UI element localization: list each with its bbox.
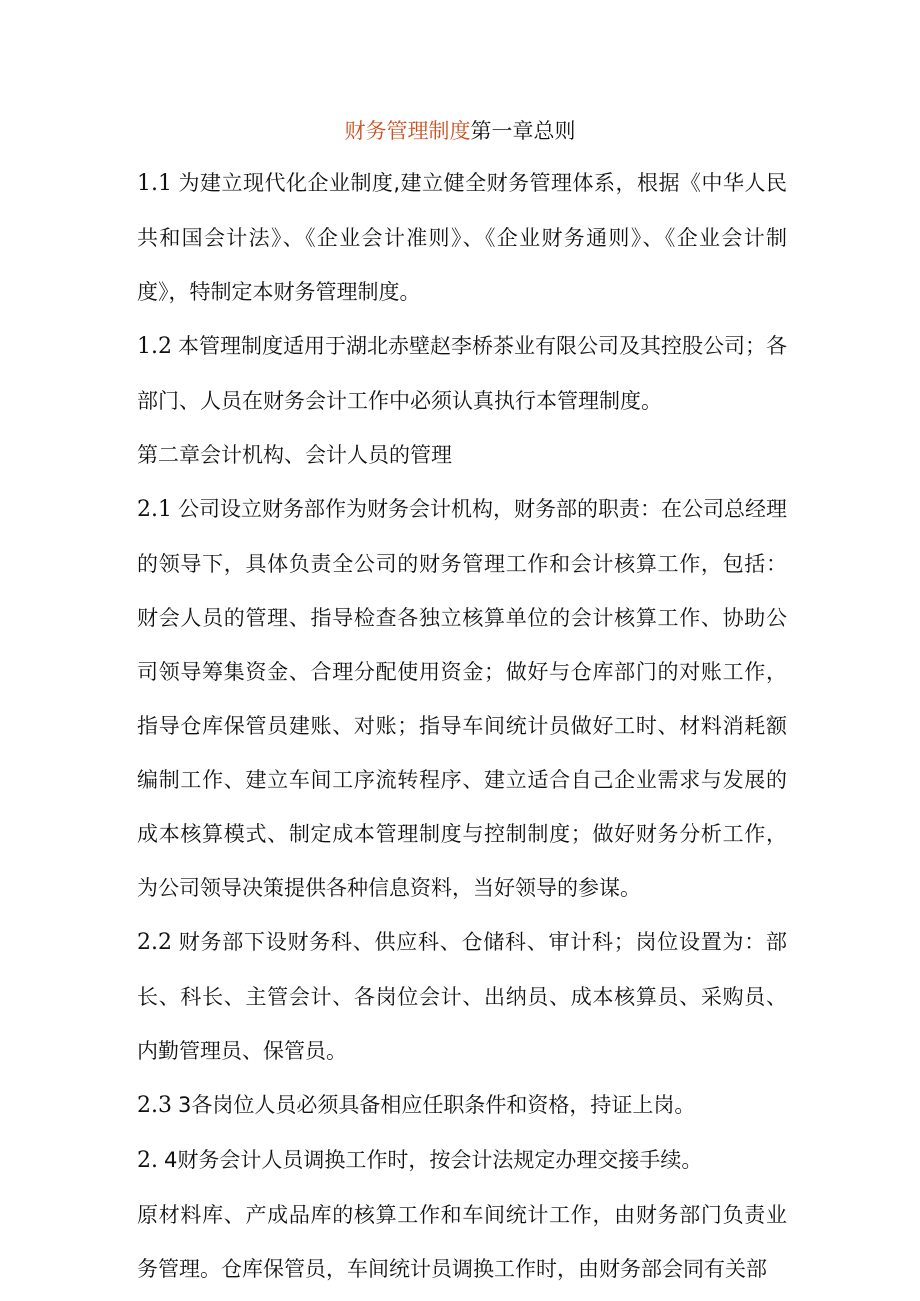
section-number: 1.2	[137, 334, 172, 359]
paragraph-2-4	[137, 1133, 787, 1188]
paragraph-warehouse	[137, 1188, 787, 1296]
chapter-2-heading: 第二章会计机构、会计人员的管理	[137, 443, 452, 467]
section-number: 2.	[137, 1148, 158, 1173]
page-title	[0, 116, 920, 146]
paragraph-text: 为建立现代化企业制度,建立健全财务管理体系，根据《中华人民共和国会计法》、《企业会计准则》、《企业财务通则》、《企业会计制度》，特制定本财务管理制度。	[137, 171, 787, 304]
paragraph-text: 4财务会计人员调换工作时，按会计法规定办理交接手续。	[164, 1148, 703, 1172]
paragraph-text: 原材料库、产成品库的核算工作和车间统计工作，由财务部门负责业务管理。仓库保管员，车间统计员调换工作时，由财务部会同有关部	[137, 1203, 787, 1281]
title-accent-text: 财务管理制度	[344, 119, 471, 143]
paragraph-1-2	[137, 319, 787, 428]
paragraph-1-1	[137, 156, 787, 319]
paragraph-text: 财务部下设财务科、供应科、仓储科、审计科；岗位设置为：部长、科长、主管会计、各岗位会计、出纳员、成本核算员、采购员、内勤管理员、保管员。	[137, 930, 787, 1063]
title-chapter-text: 第一章总则	[470, 119, 576, 143]
paragraph-text: 3各岗位人员必须具备相应任职条件和资格，持证上岗。	[178, 1093, 696, 1117]
paragraph-2-1	[137, 482, 787, 915]
paragraph-2-2	[137, 915, 787, 1078]
paragraph-text: 本管理制度适用于湖北赤壁赵李桥茶业有限公司及其控股公司；各部门、人员在财务会计工作中必须认真执行本管理制度。	[137, 334, 787, 413]
paragraph-text: 公司设立财务部作为财务会计机构，财务部的职责：在公司总经理的领导下，具体负责全公司的财务管理工作和会计核算工作，包括：财会人员的管理、指导检查各独立核算单位的会计核算工作、协助公司领导筹集资金、合理分配使用资金；做好与仓库部门的对账工作，指导仓库保管员建账、对账；指导车间统计员做好工时、材料消耗额编制工作、建立车间工序流转程序、建立适合自己企业需求与发展的成本核算模式、制定成本管理制度与控制制度；做好财务分析工作，为公司领导决策提供各种信息资料，当好领导的参谋。	[137, 497, 787, 900]
paragraph-2-3	[137, 1078, 787, 1133]
section-number: 2.2	[137, 930, 172, 955]
section-number: 2.3	[137, 1093, 172, 1118]
document-body	[137, 156, 787, 1296]
section-number: 2.1	[137, 497, 172, 522]
section-number: 1.1	[137, 171, 172, 196]
